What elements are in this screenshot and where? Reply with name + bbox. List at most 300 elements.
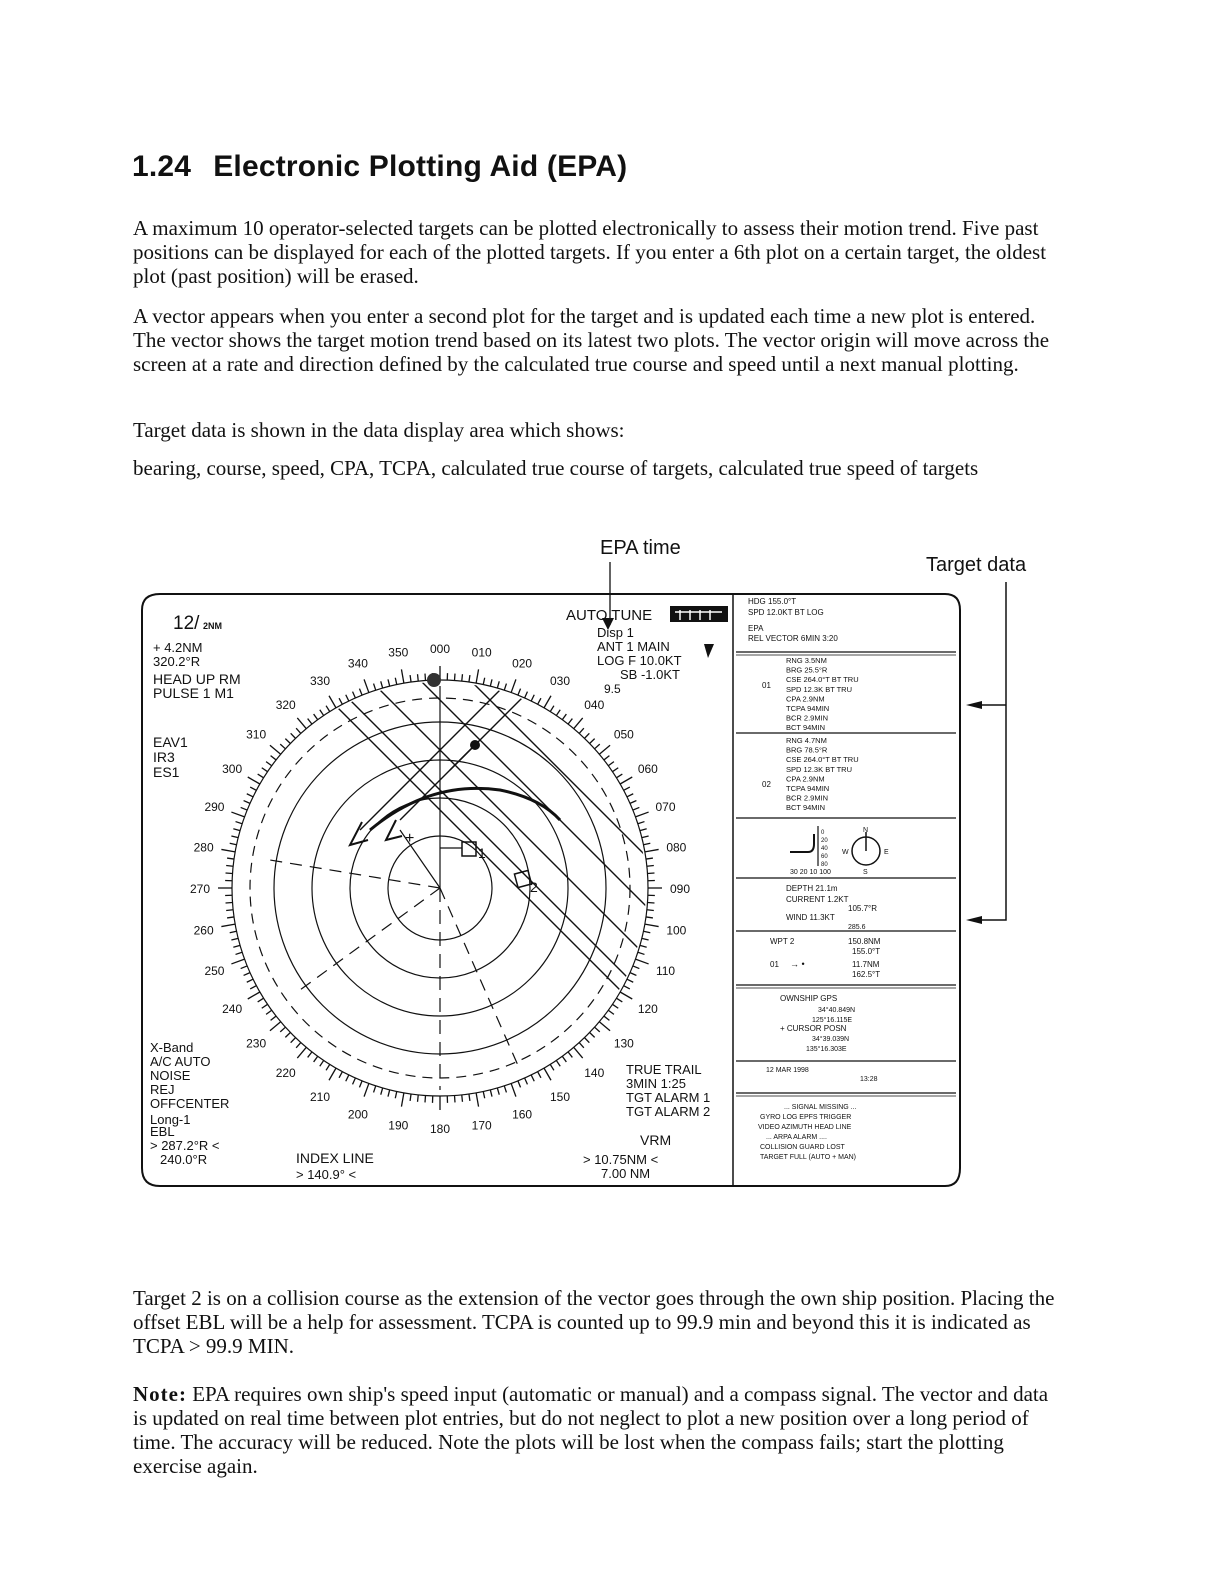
- bearing-tick: [236, 952, 243, 954]
- disp-label: Disp 1: [597, 625, 634, 640]
- range-unit: 2NM: [203, 621, 223, 631]
- bearing-tick: [504, 684, 506, 691]
- bearing-tick: [646, 917, 653, 918]
- wpt-dist: 150.8NM: [848, 937, 881, 946]
- bearing-tick: [642, 938, 649, 940]
- bearing-tick: [297, 718, 306, 729]
- compass-w: W: [842, 849, 849, 856]
- bearing-tick: [221, 924, 235, 926]
- bearing-tick: [538, 698, 541, 704]
- paragraph-targets: A maximum 10 operator-selected targets can be plotted electronically to assess their motion trend. Five past positions can be displayed for each of the plotted targets. If you enter a 6th plot on a certain target, the oldest plot (past position) will be erased.: [133, 216, 1047, 288]
- hdg-line: HDG 155.0°T: [748, 597, 797, 606]
- ir-label: IR3: [153, 749, 175, 765]
- bearing-tick: [250, 986, 256, 989]
- bearing-tick: [568, 719, 572, 725]
- bearing-label: 270: [189, 882, 211, 896]
- depth-graph: [790, 834, 814, 852]
- bearing-tick: [638, 952, 645, 954]
- bearing-tick: [250, 787, 256, 790]
- paragraph-collision: Target 2 is on a collision course as the extension of the vector goes through the own ship position. Placing the offset EBL will be a help for assessment. TCPA is counted up to 99.9 min and beyond this it is indicated as TCPA > 99.9 MIN.: [133, 1286, 1055, 1358]
- bearing-tick: [271, 1016, 277, 1020]
- bearing-tick: [612, 1004, 618, 1008]
- bearing-tick: [483, 678, 484, 685]
- bearing-tick: [308, 1052, 312, 1058]
- target-data-callout: Target data: [926, 554, 1027, 576]
- paragraph-vector: A vector appears when you enter a second plot for the target and is updated each time a new plot is entered. The vector shows the target motion trend based on its latest two plots. The vector origin will move across the screen at a rate and direction defined by the calculated true course and speed until a next manual plotting.: [133, 304, 1050, 376]
- target-2-id: 02: [762, 780, 771, 789]
- note-text: EPA requires own ship's speed input (automatic or manual) and a compass signal. The vector and data is updated on real time between plot entries, but do not neglect to plot a new position over a long period of time. The accuracy will be reduced. Note the plots will be lost when the compass fails; start the plotting exercise again.: [133, 1382, 1049, 1478]
- signal-missing-label: ... SIGNAL MISSING ...: [784, 1104, 857, 1111]
- bearing-tick: [271, 756, 277, 760]
- bearing-tick: [462, 1095, 463, 1102]
- bearing-tick: [258, 774, 264, 778]
- bearing-tick: [584, 733, 589, 738]
- bearing-label: 350: [388, 645, 409, 660]
- bearing-tick: [633, 807, 639, 810]
- bearing-tick: [285, 739, 290, 744]
- bearing-label: 260: [193, 923, 214, 938]
- bearing-tick: [339, 698, 342, 704]
- bearing-tick: [314, 1056, 318, 1062]
- bearing-label: 080: [666, 840, 687, 855]
- bearing-label: 200: [347, 1107, 368, 1122]
- target-data-line: TCPA 94MIN: [786, 704, 830, 713]
- bearing-label: 290: [204, 799, 225, 814]
- bearing-tick: [364, 679, 369, 692]
- es-label: ES1: [153, 764, 180, 780]
- bearing-tick: [280, 1027, 285, 1032]
- alarm-1-label: TGT ALARM 1: [626, 1090, 711, 1105]
- bearing-tick: [497, 681, 499, 688]
- bearing-label: 060: [637, 762, 658, 776]
- bearing-label: 340: [347, 656, 368, 671]
- bearing-tick: [635, 959, 648, 964]
- bearing-tick: [584, 1038, 589, 1043]
- bearing-tick: [241, 966, 247, 969]
- index-line-sw: [300, 888, 440, 990]
- cursor-posn-label: + CURSOR POSN: [780, 1024, 847, 1033]
- bearing-label: 140: [584, 1065, 605, 1080]
- bearing-tick: [230, 843, 237, 844]
- alarm-2-label: TGT ALARM 2: [626, 1104, 711, 1119]
- bearing-tick: [266, 762, 272, 766]
- bearing-tick: [630, 973, 636, 976]
- wpt-brg: 155.0°T: [852, 947, 881, 956]
- bearing-tick: [490, 1090, 492, 1097]
- bearing-tick: [359, 689, 362, 695]
- bearing-label: 160: [512, 1107, 533, 1122]
- bearing-tick: [326, 1064, 330, 1070]
- target-data-line: CPA 2.9NM: [786, 694, 825, 704]
- bearing-tick: [296, 728, 301, 733]
- bearing-tick: [608, 1010, 614, 1014]
- bearing-tick: [296, 1043, 301, 1048]
- bearing-tick: [647, 910, 654, 911]
- time-label: 13:28: [860, 1076, 878, 1083]
- bearing-tick: [258, 998, 264, 1002]
- bearing-tick: [595, 744, 600, 749]
- bearing-tick: [326, 706, 330, 712]
- bearing-label: 130: [613, 1036, 634, 1051]
- target-data-line: CSE 264.0°T BT TRU: [786, 755, 859, 765]
- bearing-tick: [645, 849, 659, 851]
- bearing-tick: [221, 849, 235, 851]
- bearing-tick: [627, 979, 633, 982]
- bearing-tick: [645, 924, 659, 926]
- bearing-tick: [244, 973, 250, 976]
- wind-dir: 285.6: [848, 924, 866, 931]
- bearing-label: 000: [429, 642, 451, 656]
- bearing-label: 180: [429, 1122, 451, 1136]
- bearing-label: 020: [512, 656, 533, 671]
- bearing-tick: [624, 787, 630, 790]
- bearing-tick: [476, 669, 478, 683]
- ebl-value-2: 240.0°R: [160, 1152, 208, 1167]
- bearing-tick: [646, 858, 653, 859]
- bearing-tick: [297, 1047, 306, 1058]
- bearing-tick: [640, 829, 647, 831]
- bearing-label: 110: [655, 964, 676, 979]
- bearing-tick: [410, 675, 411, 682]
- bearing-tick: [388, 679, 390, 686]
- bearing-label: 280: [193, 840, 214, 855]
- bearing-tick: [226, 910, 233, 911]
- ship-marker-icon: [704, 644, 714, 658]
- bearing-tick: [418, 1095, 419, 1102]
- bearing-tick: [227, 917, 234, 918]
- bearing-tick: [568, 1052, 572, 1058]
- mode-label: HEAD UP RM: [153, 671, 241, 687]
- target-2-data: [786, 736, 859, 812]
- bearing-tick: [538, 1072, 541, 1078]
- bearing-tick: [476, 1093, 478, 1107]
- section-number: 1.24: [132, 150, 192, 183]
- bearing-label: 040: [584, 698, 605, 713]
- target-data-line: TCPA 94MIN: [786, 784, 830, 793]
- bearing-label: 220: [275, 1065, 296, 1080]
- date-label: 12 MAR 1998: [766, 1067, 809, 1074]
- bearing-tick: [640, 945, 647, 947]
- bearing-tick: [418, 674, 419, 681]
- bearing-tick: [291, 1038, 296, 1043]
- current-line: CURRENT 1.2KT: [786, 895, 849, 904]
- ant-label: ANT 1 MAIN: [597, 639, 670, 654]
- bearing-tick: [518, 1081, 521, 1087]
- bearing-tick: [579, 1043, 584, 1048]
- paragraph-target-data: Target data is shown in the data display area which shows:: [133, 418, 625, 442]
- target-data-line: BRG 25.5°R: [786, 665, 828, 675]
- target-data-line: BCT 94MIN: [786, 723, 826, 733]
- rej-label: REJ: [150, 1082, 175, 1097]
- bearing-label: 010: [471, 645, 492, 660]
- bearing-tick: [608, 762, 614, 766]
- cursor-bearing: 320.2°R: [153, 654, 201, 669]
- bearing-tick: [599, 745, 610, 754]
- bearing-tick: [642, 836, 649, 838]
- bearing-tick: [616, 774, 622, 778]
- bearing-tick: [401, 669, 403, 683]
- bearing-tick: [381, 1088, 383, 1095]
- bearing-tick: [590, 739, 595, 744]
- target-1-data: [786, 656, 859, 732]
- bearing-tick: [359, 1081, 362, 1087]
- wind-line: WIND 11.3KT: [786, 913, 835, 922]
- bearing-tick: [231, 812, 244, 817]
- epa-line: EPA: [748, 624, 764, 633]
- bearing-tick: [230, 931, 237, 932]
- echo-vector: [450, 745, 475, 770]
- target-2-label: 2: [530, 879, 538, 895]
- bearing-tick: [647, 866, 654, 867]
- bearing-tick: [579, 728, 584, 733]
- target-data-line: BCR 2.9MIN: [786, 713, 829, 723]
- own-lat: 34°40.849N: [818, 1007, 856, 1014]
- bearing-tick: [262, 768, 268, 772]
- depth-scale-label: 80: [821, 862, 828, 868]
- signals-line-2: VIDEO AZIMUTH HEAD LINE: [758, 1124, 852, 1131]
- bearing-tick: [544, 696, 551, 708]
- bearing-tick: [544, 1068, 551, 1080]
- ac-label: A/C AUTO: [150, 1054, 211, 1069]
- bearing-tick: [244, 801, 250, 804]
- pulse-label: PULSE 1 M1: [153, 685, 234, 701]
- bearing-label: 320: [275, 698, 296, 713]
- bearing-tick: [346, 695, 349, 701]
- target-data-line: BRG 78.5°R: [786, 745, 828, 755]
- cur-lat: 34°39.039N: [812, 1036, 850, 1043]
- depth-scale-label: 60: [821, 854, 828, 860]
- bearing-tick: [604, 756, 610, 760]
- long-label: Long-1: [150, 1112, 191, 1127]
- bearing-label: 310: [246, 727, 267, 742]
- index-line-west: [270, 860, 440, 888]
- depth-line: DEPTH 21.1m: [786, 884, 838, 893]
- target-trail: [370, 788, 560, 830]
- bearing-tick: [630, 801, 636, 804]
- bearing-tick: [353, 692, 356, 698]
- bearing-tick: [635, 812, 648, 817]
- bearing-tick: [511, 679, 516, 692]
- bearing-tick: [247, 794, 253, 797]
- wpt-brg-2: 162.5°T: [852, 970, 881, 979]
- signals-line: GYRO LOG EPFS TRIGGER: [760, 1114, 852, 1121]
- target-data-line: BCT 94MIN: [786, 803, 826, 813]
- eav-label: EAV1: [153, 734, 188, 750]
- bearing-tick: [562, 714, 566, 720]
- wpt-id: 01: [770, 960, 779, 969]
- offcenter-label: OFFCENTER: [150, 1096, 230, 1111]
- bearing-tick: [231, 836, 238, 838]
- bearing-tick: [291, 733, 296, 738]
- index-line-label: INDEX LINE: [296, 1150, 374, 1166]
- bearing-tick: [620, 777, 632, 784]
- bearing-label: 210: [309, 1089, 331, 1104]
- bearing-label: 170: [471, 1118, 492, 1133]
- bearing-tick: [381, 681, 383, 688]
- compass-e: E: [884, 849, 889, 856]
- arpa-alarm-label: ... ARPA ALARM ....: [766, 1134, 827, 1141]
- bearing-tick: [270, 745, 281, 754]
- bearing-tick: [633, 966, 639, 969]
- depth-scale-label: 0: [821, 830, 825, 836]
- bearing-tick: [620, 992, 632, 999]
- bearing-tick: [599, 1022, 610, 1031]
- bearing-tick: [227, 858, 234, 859]
- target-full-line: TARGET FULL (AUTO + MAN): [760, 1154, 857, 1161]
- bearing-tick: [643, 931, 650, 932]
- radar-scope: [190, 610, 700, 1136]
- epa-time-callout: EPA time: [600, 537, 681, 559]
- target-1-label: 1: [478, 845, 486, 861]
- paragraph-data-list: bearing, course, speed, CPA, TCPA, calculated true course of targets, calculated true speed of targets: [133, 456, 979, 480]
- bearing-tick: [562, 1056, 566, 1062]
- bearing-label: 230: [246, 1036, 267, 1051]
- arrow-icon: [966, 701, 982, 709]
- target-1-id: 01: [762, 681, 771, 690]
- target-data-leader: [980, 582, 1006, 920]
- compass-n: N: [863, 827, 869, 834]
- auto-tune-label: AUTO TUNE: [566, 607, 653, 624]
- bearing-tick: [469, 1094, 470, 1101]
- bearing-label: 120: [637, 1002, 658, 1016]
- bearing-tick: [226, 866, 233, 867]
- ebl-label: EBL: [150, 1124, 175, 1139]
- bearing-tick: [395, 678, 396, 685]
- bearing-label: 250: [204, 964, 225, 979]
- bearing-tick: [231, 938, 238, 940]
- bearing-label: 300: [222, 762, 243, 776]
- target-data-line: SPD 12.3K BT TRU: [786, 764, 852, 774]
- arrow-icon: [966, 916, 982, 924]
- bearing-tick: [233, 945, 240, 947]
- cursor-icon: +: [405, 830, 415, 847]
- target-data-line: RNG 4.7NM: [786, 736, 827, 745]
- bearing-tick: [374, 1086, 376, 1093]
- bearing-tick: [574, 1047, 583, 1058]
- bearing-tick: [590, 1032, 595, 1037]
- bearing-tick: [231, 959, 244, 964]
- bearing-tick: [638, 822, 645, 824]
- depth-scale: [821, 830, 828, 868]
- bearing-label: 240: [222, 1002, 243, 1016]
- wpt-arrow-icon: → •: [790, 959, 805, 969]
- target-data-panel: [736, 597, 956, 1161]
- vrm-label: VRM: [640, 1132, 672, 1148]
- bearing-tick: [497, 1088, 499, 1095]
- ownship-label: OWNSHIP GPS: [780, 994, 838, 1003]
- bearing-tick: [556, 1060, 560, 1066]
- bearing-label: 090: [669, 882, 691, 896]
- bearing-tick: [550, 1064, 554, 1070]
- wpt-dist-2: 11.7NM: [852, 960, 880, 969]
- bearing-label: 100: [666, 923, 687, 938]
- bearing-label: 330: [309, 674, 331, 689]
- bearing-tick: [462, 674, 463, 681]
- bearing-tick: [262, 1004, 268, 1008]
- current-dir: 105.7°R: [848, 904, 877, 913]
- cursor-range: + 4.2NM: [153, 640, 203, 655]
- bearing-tick: [346, 1075, 349, 1081]
- bearing-tick: [550, 706, 554, 712]
- bearing-label: 190: [388, 1118, 409, 1133]
- depth-scale-label: 40: [821, 846, 828, 852]
- vrm-value-2: 7.00 NM: [601, 1166, 651, 1181]
- depth-scale-label: 20: [821, 838, 828, 844]
- bearing-tick: [616, 998, 622, 1002]
- ebl-value: > 287.2°R <: [150, 1138, 220, 1153]
- bearing-tick: [612, 768, 618, 772]
- bearing-tick: [531, 1075, 534, 1081]
- collision-line: COLLISION GUARD LOST: [760, 1144, 845, 1151]
- bearing-tick: [525, 1078, 528, 1084]
- bearing-tick: [388, 1090, 390, 1097]
- bearing-tick: [531, 695, 534, 701]
- bearing-label: 150: [549, 1089, 571, 1104]
- noise-label: NOISE: [150, 1068, 191, 1083]
- bearing-tick: [395, 1091, 396, 1098]
- index-line-value: > 140.9° <: [296, 1167, 357, 1182]
- bearing-tick: [627, 794, 633, 797]
- paragraph-note: [133, 1382, 1063, 1478]
- bearing-tick: [320, 710, 324, 716]
- bearing-tick: [556, 710, 560, 716]
- trail-time-label: 3MIN 1:25: [626, 1076, 686, 1091]
- bearing-tick: [353, 1078, 356, 1084]
- bearing-tick: [574, 718, 583, 729]
- target-data-line: CPA 2.9NM: [786, 774, 825, 784]
- target-data-line: RNG 3.5NM: [786, 656, 827, 665]
- true-trail-label: TRUE TRAIL: [626, 1062, 702, 1077]
- bearing-tick: [248, 777, 260, 784]
- plot-mark-icon: [386, 820, 402, 840]
- bearing-tick: [248, 992, 260, 999]
- bearing-tick: [504, 1086, 506, 1093]
- bearing-tick: [490, 679, 492, 686]
- bearing-tick: [270, 1022, 281, 1031]
- bearing-tick: [241, 807, 247, 810]
- bearing-label: 070: [655, 799, 676, 814]
- compass-s: S: [863, 869, 868, 876]
- own-lon: 125°16.115E: [812, 1017, 853, 1024]
- section-title: Electronic Plotting Aid (EPA): [213, 150, 628, 183]
- bearing-tick: [595, 1027, 600, 1032]
- bearing-tick: [374, 684, 376, 691]
- bearing-tick: [236, 822, 243, 824]
- bearing-tick: [364, 1083, 369, 1096]
- bearing-tick: [525, 692, 528, 698]
- bearing-tick: [624, 986, 630, 989]
- heading-marker-icon: [427, 673, 441, 687]
- rel-vector-line: REL VECTOR 6MIN 3:20: [748, 634, 838, 643]
- target-data-line: SPD 12.3K BT TRU: [786, 684, 852, 694]
- bearing-label: 030: [549, 674, 571, 689]
- tune-bar: [670, 606, 728, 622]
- range-label: 12/: [173, 613, 200, 634]
- target-data-line: CSE 264.0°T BT TRU: [786, 675, 859, 685]
- bearing-tick: [604, 1016, 610, 1020]
- cur-lon: 135°16.303E: [806, 1046, 847, 1053]
- log-sb-label: SB -1.0KT: [620, 667, 680, 682]
- bearing-tick: [320, 1060, 324, 1066]
- target-data-line: BCR 2.9MIN: [786, 793, 829, 803]
- bearing-tick: [401, 1093, 403, 1107]
- bearing-tick: [308, 719, 312, 725]
- bearing-tick: [247, 979, 253, 982]
- log-f-label: LOG F 10.0KT: [597, 653, 682, 668]
- bearing-tick: [280, 744, 285, 749]
- bearing-tick: [329, 696, 336, 708]
- bearing-tick: [285, 1032, 290, 1037]
